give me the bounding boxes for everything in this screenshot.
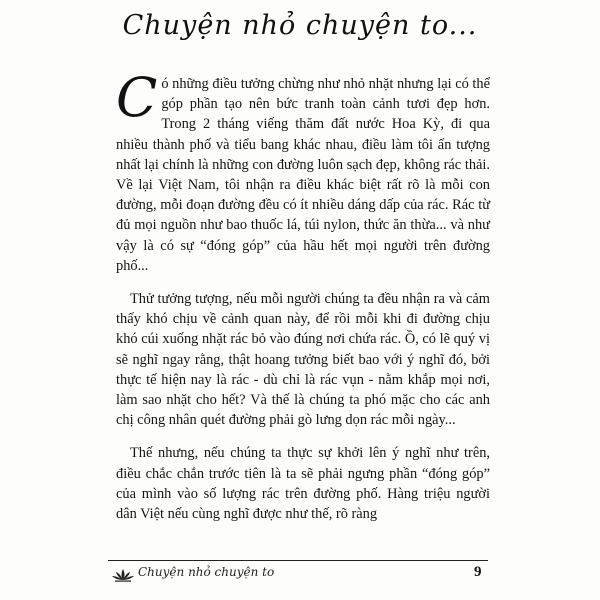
paragraph-1-text: ó những điều tưởng chừng như nhỏ nhặt nhưng lại có thể góp phần tạo nên bức tranh toàn cảnh tươi đẹp hơn. Trong 2 tháng viếng thăm đất nước Hoa Kỳ, đi qua nhiều thành phố và tiểu bang khác nhau, điều làm tôi ấn tượng nhất lại chính là những con đường luôn sạch đẹp, không rác thải. Về lại Việt Nam, tôi nhận ra điều khác biệt rất rõ là mỗi con đường, mỗi đoạn đường đều có ít nhiều dáng dấp của rác. Rác từ đủ mọi nguồn như bao thuốc lá, túi nylon, thức ăn thừa... và như vậy là có sự “đóng góp” của hầu hết mọi người trên đường phố... bbox=[116, 76, 490, 274]
paragraph-3: Thế nhưng, nếu chúng ta thực sự khởi lên ý nghĩ như trên, điều chắc chắn trước tiên là ta sẽ phải ngưng phần “đóng góp” của mình vào số lượng rác trên đường phố. Hàng triệu người dân Việt nếu cùng nghĩ được như thế, rõ ràng bbox=[116, 445, 490, 523]
page-title: Chuyện nhỏ chuyện to... bbox=[122, 10, 478, 41]
drop-cap: C bbox=[116, 66, 158, 129]
lotus-icon bbox=[112, 568, 134, 582]
paragraph-2: Thử tưởng tượng, nếu mỗi người chúng ta đều nhận ra và cảm thấy khó chịu về cảnh quan này, để rồi mỗi khi đi đường chịu khó cúi xuống nhặt rác bỏ vào đúng nơi chứa rác. Ồ, có lẽ quý vị sẽ nghĩ ngay rằng, thật hoang tưởng biết bao với ý nghĩ đó, bởi thực tế hiện nay là rác - dù chỉ là rác vụn - nằm khắp mọi nơi, làm sao nhặt cho hết? Và thế là chúng ta phó mặc cho các anh chị công nhân quét đường phải gò lưng dọn rác mỗi ngày... bbox=[116, 291, 490, 429]
page-number: 9 bbox=[474, 564, 482, 580]
footer-divider bbox=[108, 560, 488, 561]
footer-book-title: Chuyện nhỏ chuyện to bbox=[138, 565, 275, 579]
paragraph-1 bbox=[116, 66, 490, 276]
body-text bbox=[116, 66, 490, 537]
